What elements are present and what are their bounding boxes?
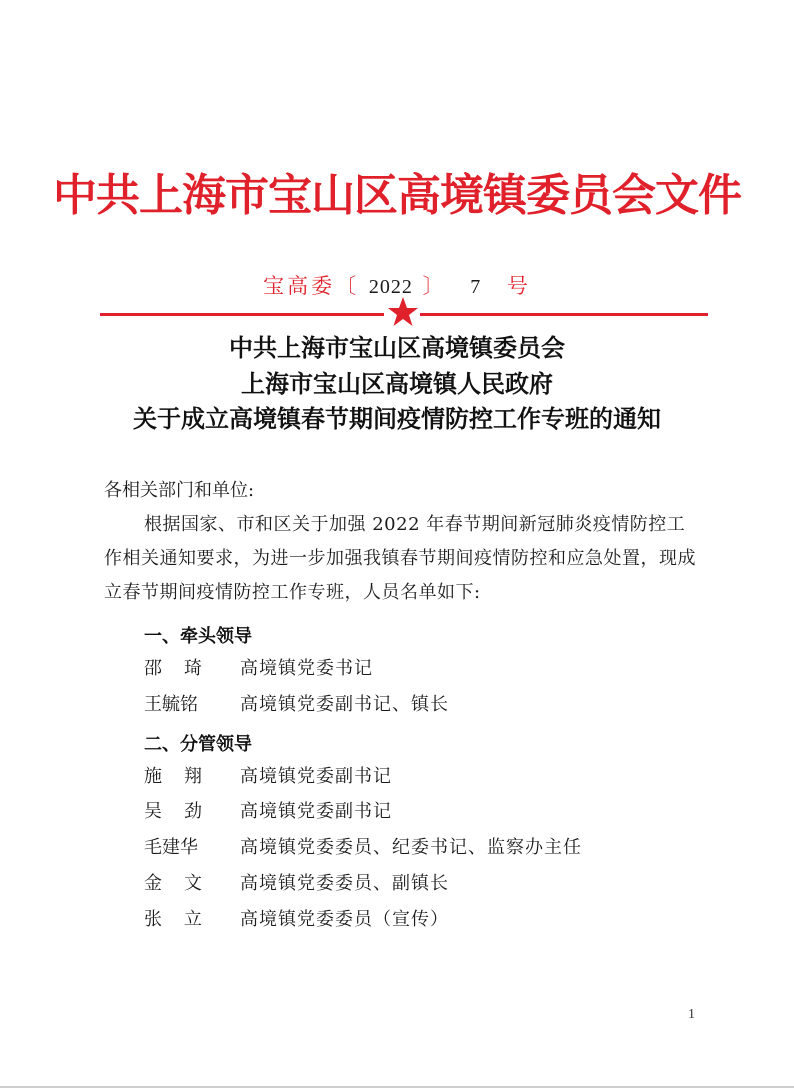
doc-number-bracket-close: 〕 (422, 274, 447, 298)
member-name: 金文 (144, 873, 224, 894)
salutation: 各相关部门和单位: (104, 480, 255, 501)
section-heading-2: 二、分管领导 (144, 734, 252, 755)
member-role: 高境镇党委副书记 (240, 801, 392, 822)
letterhead-title: 中共上海市宝山区高境镇委员会文件 (53, 170, 741, 221)
member-row (144, 657, 373, 681)
member-name: 毛建华 (144, 837, 198, 858)
red-star-icon (387, 296, 419, 328)
member-name: 邵琦 (144, 658, 224, 679)
red-rule-right (420, 313, 708, 316)
member-row (144, 693, 449, 717)
member-row (144, 800, 392, 824)
member-name: 王毓铭 (144, 694, 198, 715)
member-row (144, 765, 392, 789)
member-role: 高境镇党委委员、副镇长 (240, 873, 449, 894)
member-role: 高境镇党委书记 (240, 658, 373, 679)
scan-edge-divider (0, 1086, 794, 1088)
member-role: 高境镇党委委员（宣传） (240, 909, 449, 930)
page-number: 1 (688, 1007, 695, 1022)
doc-number-suffix: 号 (506, 274, 531, 298)
member-name: 施翔 (144, 766, 224, 787)
member-name: 吴劲 (144, 801, 224, 822)
title-line-2: 上海市宝山区高境镇人民政府 (241, 370, 553, 398)
red-rule-left (100, 313, 384, 316)
body-paragraph: 根据国家、市和区关于加强 2022 年春节期间新冠肺炎疫情防控工作相关通知要求，为进一步加强我镇春节期间疫情防控和应急处置，现成立春节期间疫情防控工作专班，人员名单如下: (104, 514, 696, 603)
member-role: 高境镇党委委员、纪委书记、监察办主任 (240, 837, 582, 858)
member-name: 张立 (144, 909, 224, 930)
doc-number-value: 7 (470, 276, 484, 298)
member-role: 高境镇党委副书记、镇长 (240, 694, 449, 715)
member-row (144, 872, 449, 896)
doc-number-prefix: 宝高委〔 (263, 274, 360, 298)
member-row (144, 836, 582, 860)
member-role: 高境镇党委副书记 (240, 766, 392, 787)
title-line-1: 中共上海市宝山区高境镇委员会 (229, 334, 565, 362)
doc-number-year: 2022 (368, 276, 413, 298)
member-row (144, 908, 449, 932)
title-line-3: 关于成立高境镇春节期间疫情防控工作专班的通知 (133, 405, 661, 433)
section-heading-1: 一、牵头领导 (144, 626, 252, 647)
